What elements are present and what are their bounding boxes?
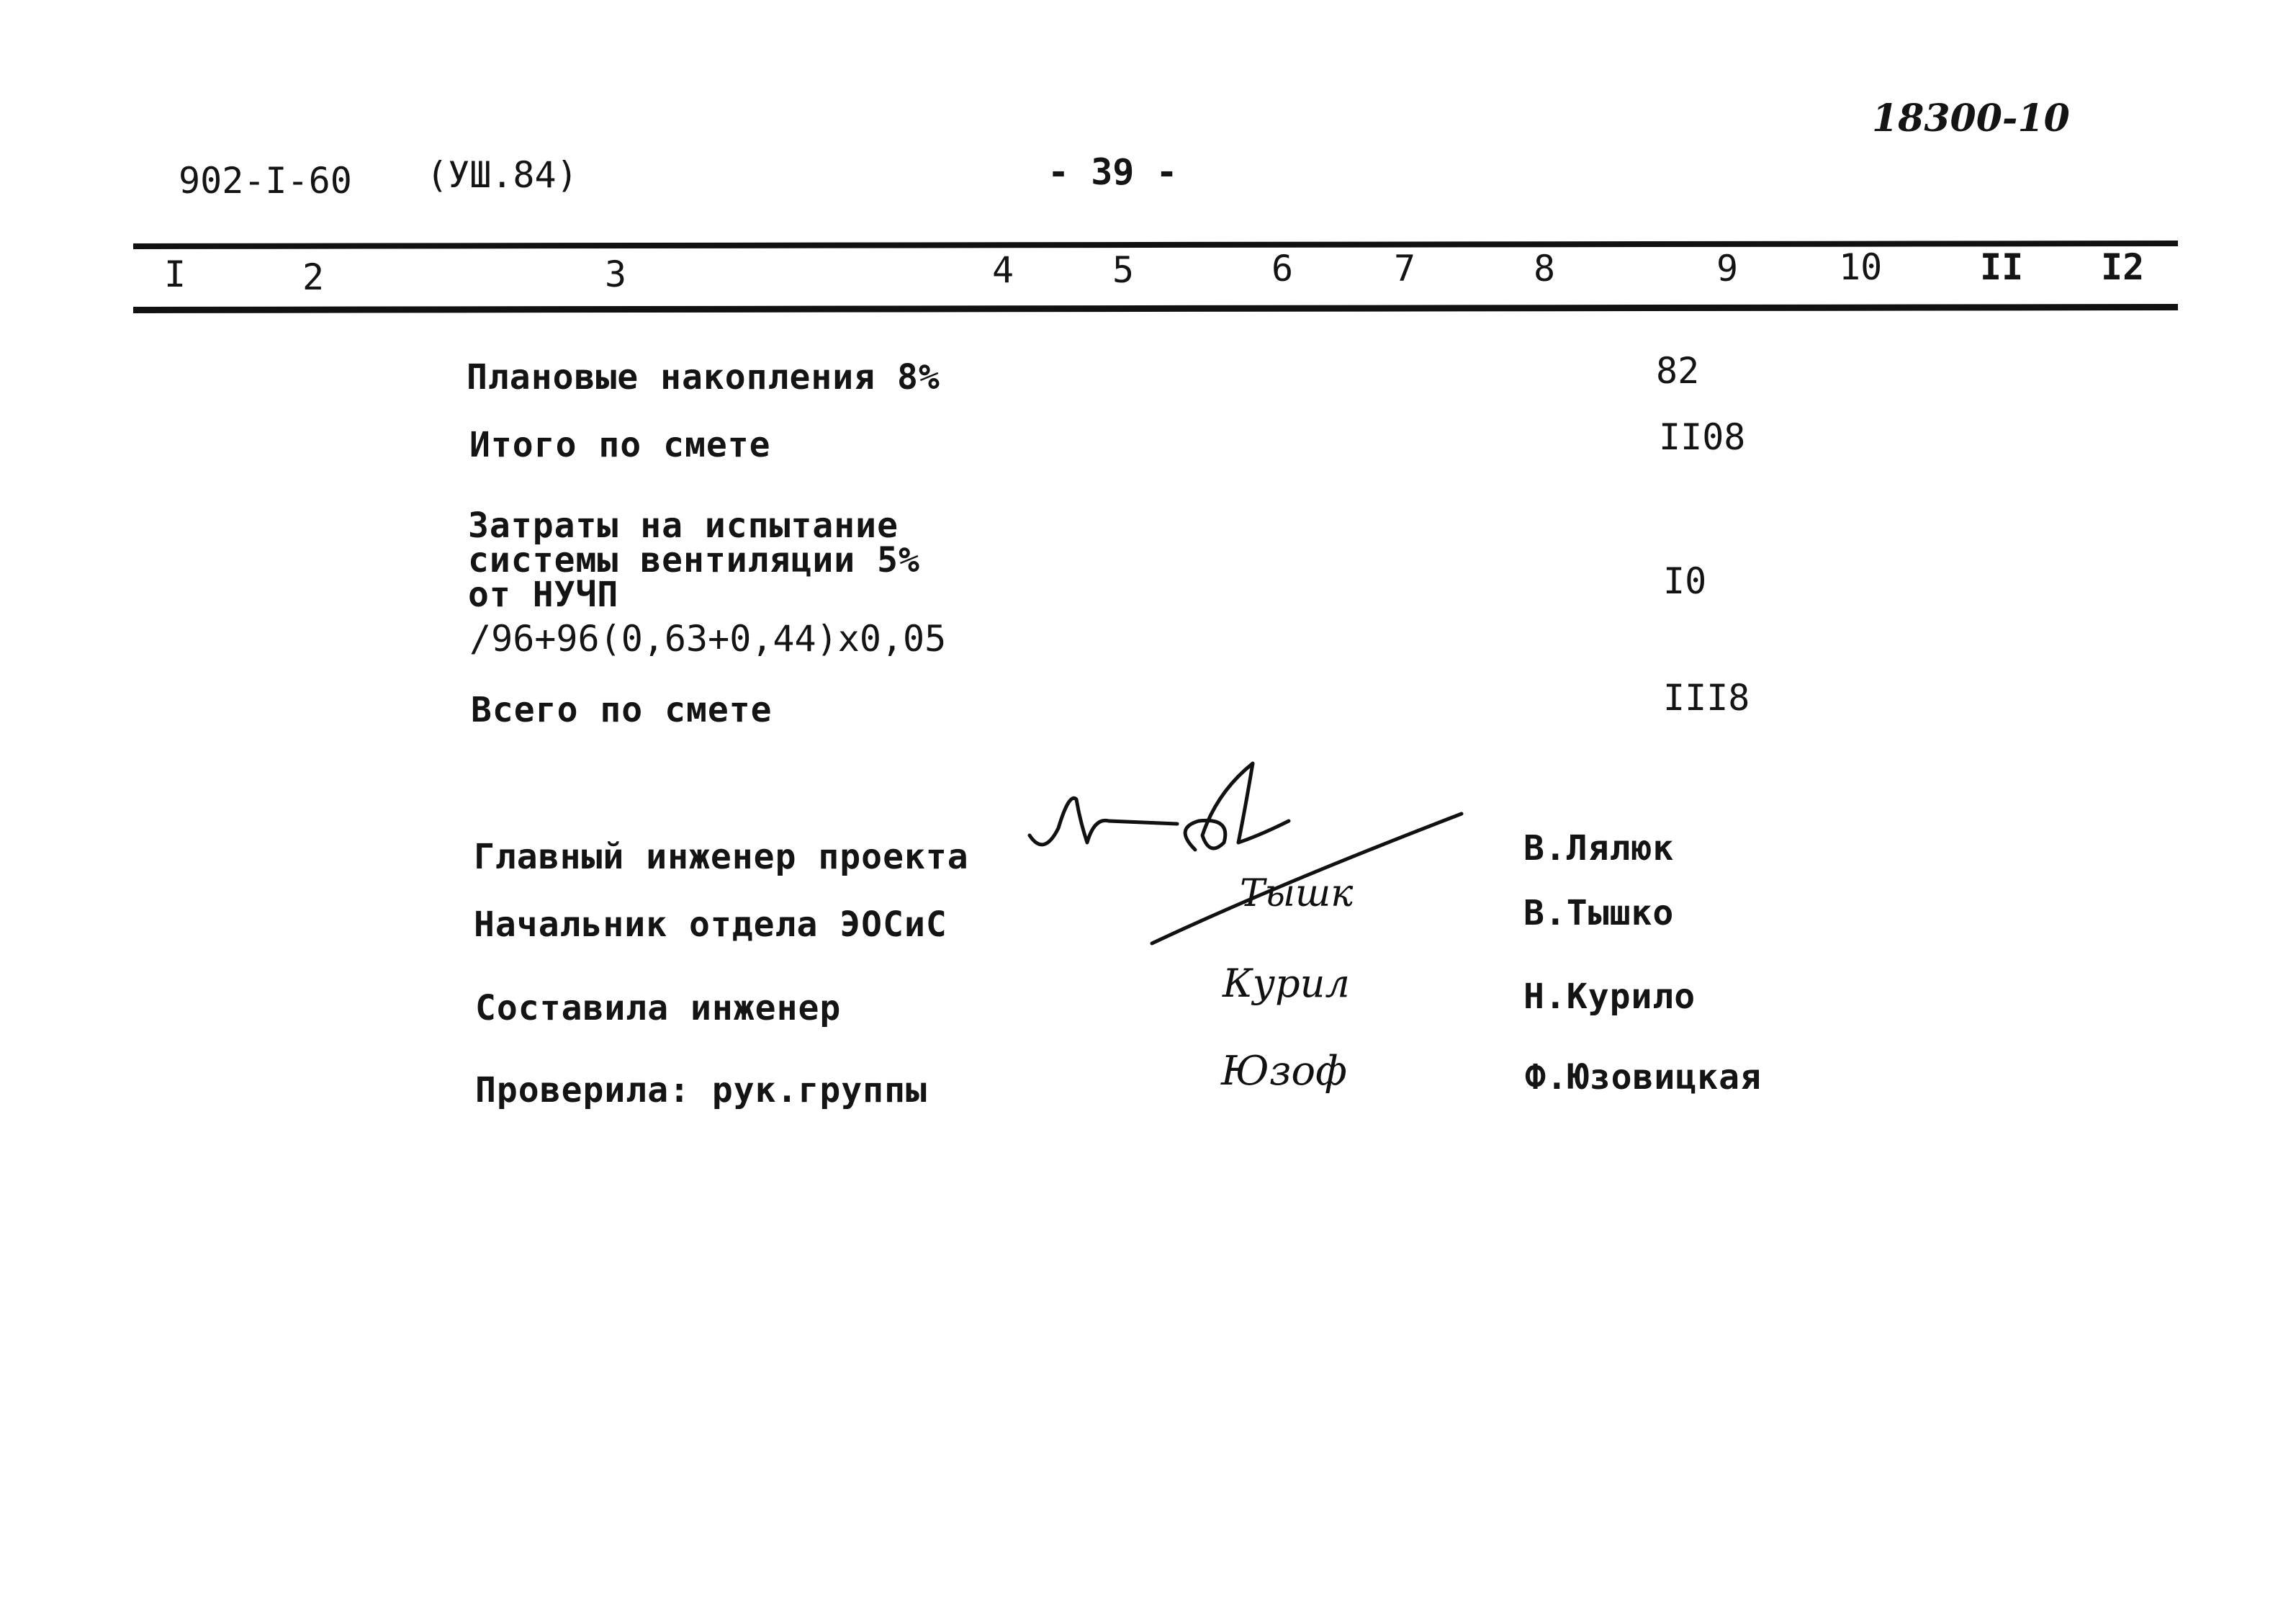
signature-name-compiler: Н.Курило <box>1523 977 1696 1017</box>
column-header-1: I <box>164 253 186 295</box>
signature-text: Юзоф <box>1221 1048 1347 1095</box>
ventilation-test-label-line: системы вентиляции 5% <box>468 540 920 580</box>
estimate-subtotal-value: II08 <box>1659 416 1746 458</box>
signature-compiler <box>1217 949 1390 1021</box>
ventilation-test-label-line: Затраты на испытание <box>468 506 899 546</box>
planned-savings-value: 82 <box>1656 350 1700 392</box>
signature-role-chief-engineer: Главный инженер проекта <box>474 837 969 877</box>
column-header-5: 5 <box>1112 249 1135 291</box>
column-header-4: 4 <box>992 249 1014 291</box>
signature-role-checker: Проверила: рук.группы <box>475 1070 927 1110</box>
table-bottom-rule <box>133 304 2178 313</box>
signature-name-department-head: В.Тышко <box>1523 893 1675 933</box>
column-header-7: 7 <box>1394 248 1416 289</box>
estimate-subtotal-label: Итого по смете <box>469 425 771 465</box>
column-header-6: 6 <box>1271 248 1294 289</box>
column-header-10: 10 <box>1839 246 1883 288</box>
column-header-9: 9 <box>1716 248 1739 289</box>
signature-text: Курил <box>1223 961 1350 1006</box>
page-number: - 39 - <box>1048 151 1178 193</box>
signature-name-chief-engineer: В.Лялюк <box>1523 828 1675 868</box>
ventilation-test-label <box>468 506 920 615</box>
ventilation-test-value: I0 <box>1663 560 1707 602</box>
formula-line: /96+96(0,63+0,44)x0,05 <box>469 618 947 660</box>
column-header-3: 3 <box>605 253 627 295</box>
document-suffix: (УШ.84) <box>426 154 578 196</box>
signature-role-compiler: Составила инженер <box>475 988 842 1028</box>
estimate-total-value: III8 <box>1663 677 1750 719</box>
signature-text: Тышк <box>1240 872 1354 915</box>
column-header-8: 8 <box>1534 248 1556 289</box>
column-header-2: 2 <box>302 256 325 298</box>
estimate-total-label: Всего по смете <box>471 690 773 730</box>
document-code: 902-I-60 <box>179 160 352 202</box>
signature-checker <box>1217 1036 1390 1115</box>
signature-chief-engineer <box>1022 749 1483 965</box>
column-header-12: I2 <box>2101 246 2145 288</box>
ventilation-test-label-line: от НУЧП <box>468 575 619 615</box>
planned-savings-label: Плановые накопления 8% <box>467 357 940 398</box>
signature-name-checker: Ф.Юзовицкая <box>1525 1057 1762 1097</box>
column-header-11: II <box>1980 246 2024 288</box>
archive-number: 18300-10 <box>1872 96 2070 140</box>
signature-role-department-head: Начальник отдела ЭОСиС <box>474 904 947 945</box>
signature-department-head <box>1238 864 1404 922</box>
